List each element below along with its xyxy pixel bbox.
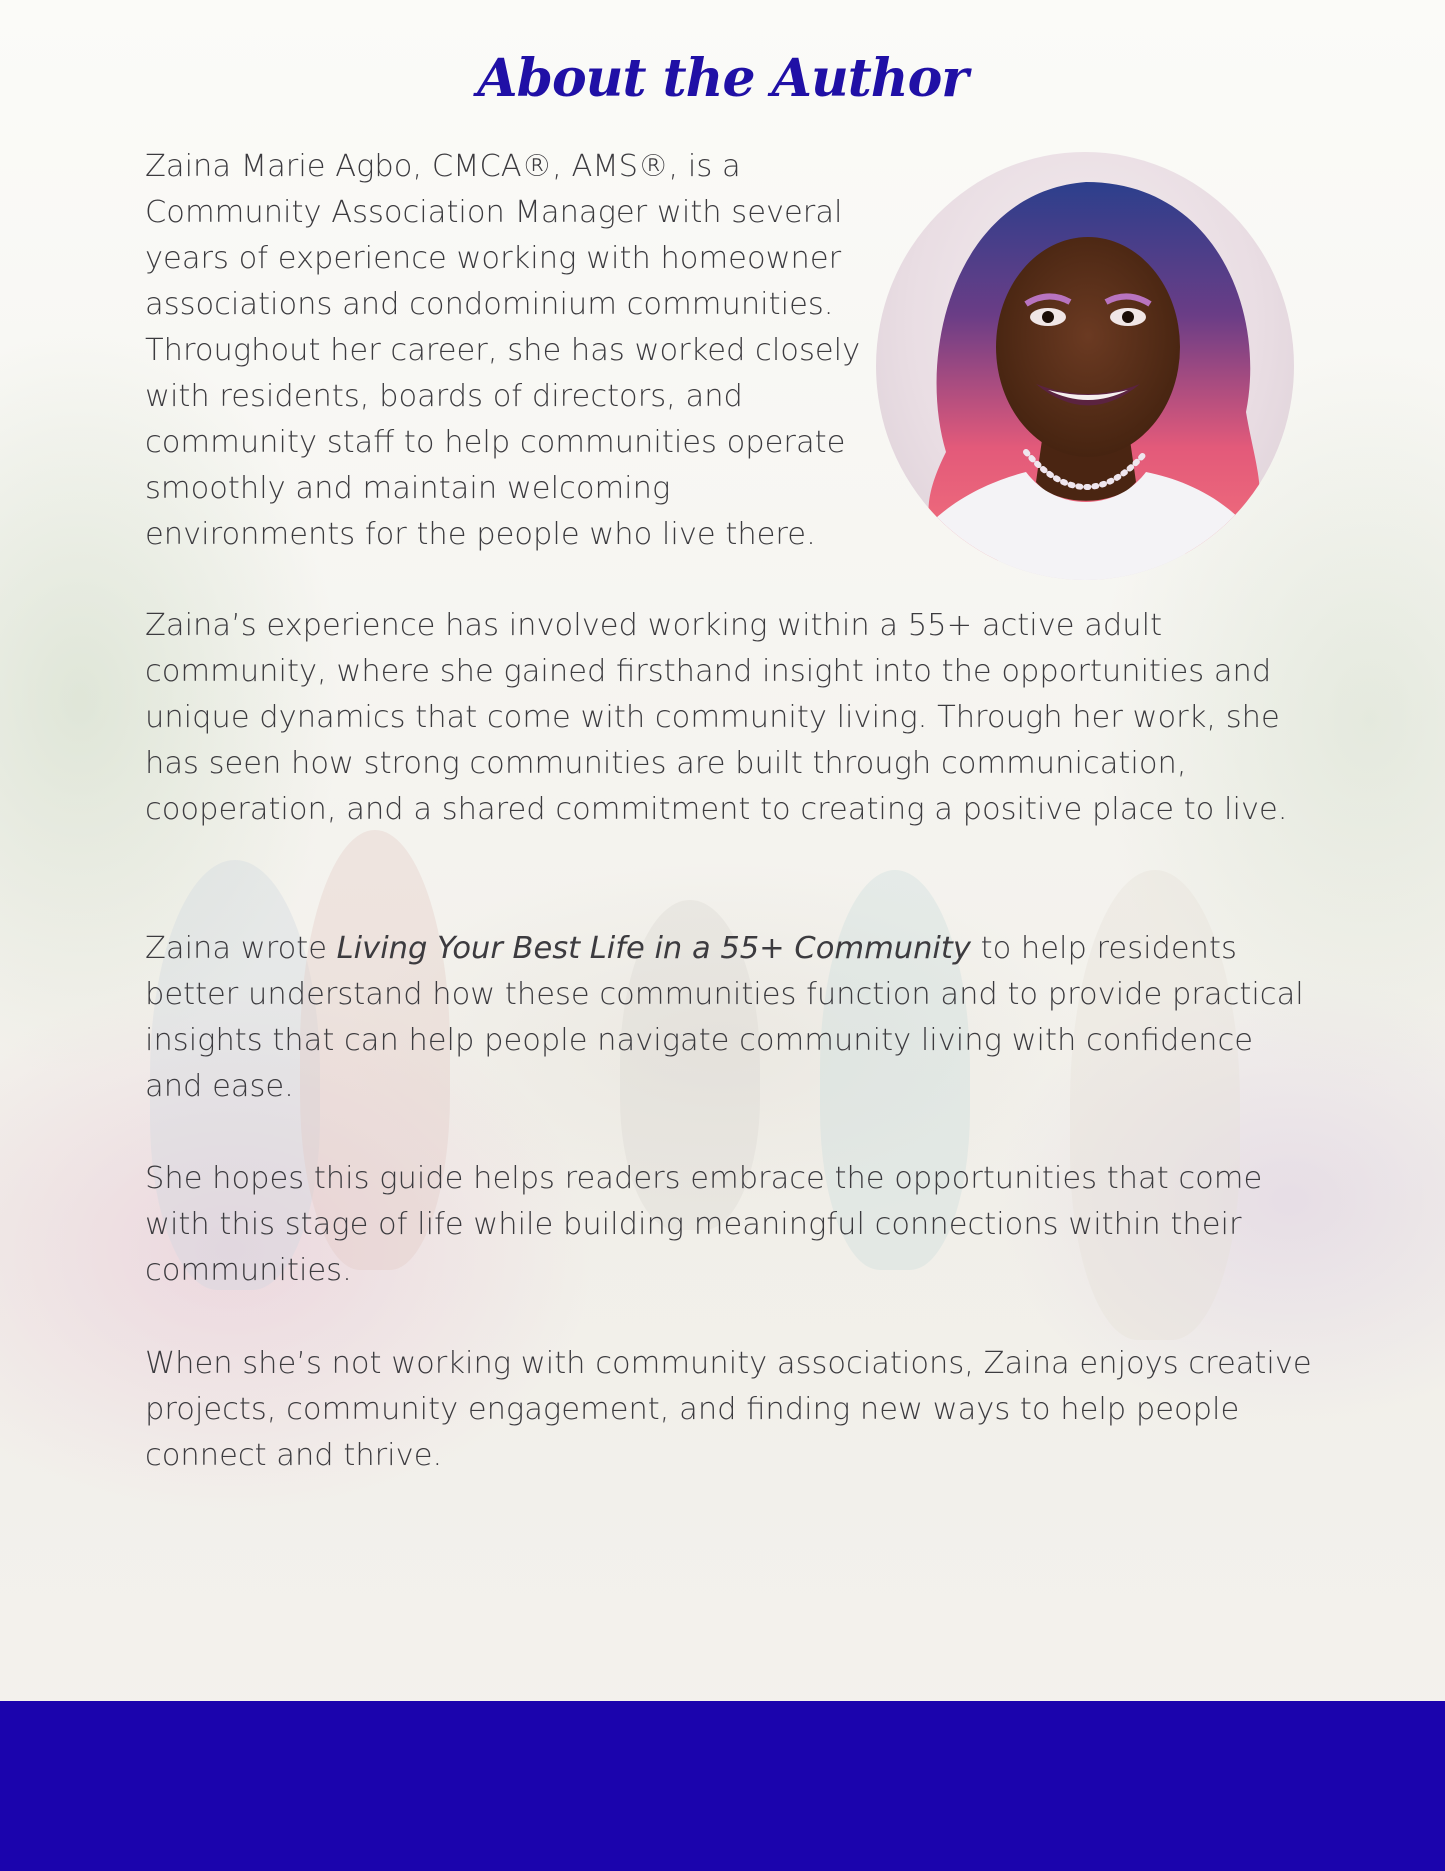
author-photo	[876, 152, 1294, 580]
bio-paragraph-3-rest: to help residents better understand how these communities function and to provide practical insights that can help people navigate community living with confidence and ease.	[145, 931, 1304, 1104]
author-portrait-icon	[876, 152, 1294, 580]
bio-paragraph-1: Zaina Marie Agbo, CMCA®, AMS®, is a Community Association Manager with several years of experience working with homeowner associations and condominium communities. Throughout her career, she has worked closely with residents, boards of directors, and community staff to help communities operate smoothly and maintain welcoming environments for the people who live there.	[145, 149, 861, 552]
bio-paragraph-3	[145, 926, 1315, 1110]
bio-paragraph-4: She hopes this guide helps readers embrace the opportunities that come with this stage of life while building meaningful connections within their communities.	[145, 1161, 1263, 1288]
footer-band	[0, 1701, 1445, 1871]
book-title: Living Your Best Life in a 55+ Community	[336, 931, 971, 966]
page-title: About the Author	[477, 48, 968, 109]
bio-paragraph-5: When she’s not working with community associations, Zaina enjoys creative projects, community engagement, and finding new ways to help people connect and thrive.	[145, 1346, 1312, 1473]
bio-paragraph-3-lead: Zaina wrote	[145, 931, 337, 966]
bio-paragraph-2: Zaina’s experience has involved working within a 55+ active adult community, where she gained firsthand insight into the opportunities and unique dynamics that come with community living. Through her work, she has seen how strong communities are built through communication, cooperation, and a shared commitment to creating a positive place to live.	[145, 608, 1288, 827]
